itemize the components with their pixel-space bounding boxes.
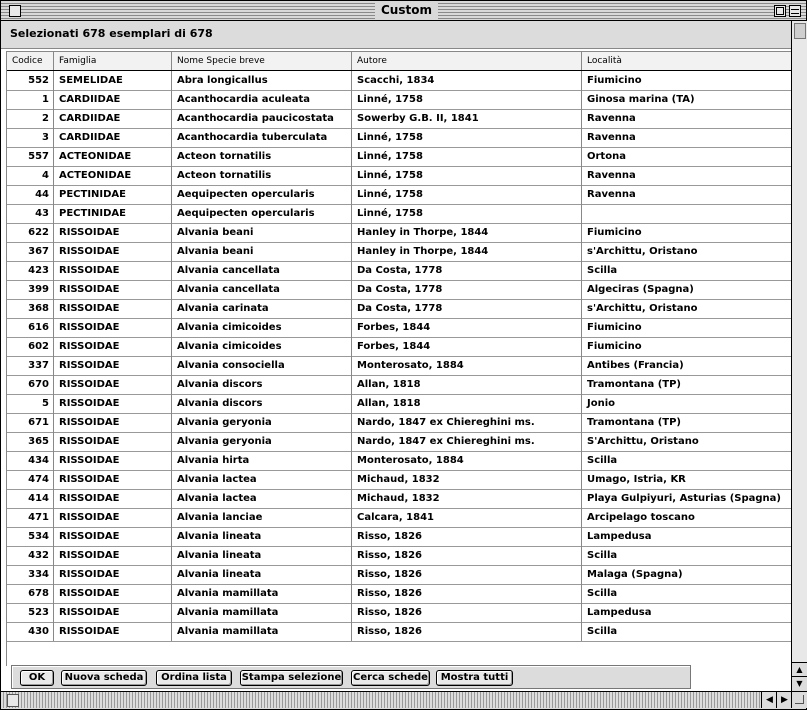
ordina-lista-button[interactable]: Ordina lista [156,670,232,686]
cell-nome-specie: Alvania discors [172,394,352,413]
cell-localita: Fiumicino [587,227,642,238]
horizontal-scrollbar[interactable] [1,691,791,708]
cell-localita: Arcipelago toscano [587,512,695,523]
cell-localita: Ravenna [587,189,636,200]
cell-codice: 552 [7,71,54,90]
cell-localita: Ginosa marina (TA) [587,94,695,105]
cell-codice: 671 [7,413,54,432]
cell-autore: Hanley in Thorpe, 1844 [352,223,582,242]
table-header [7,52,792,71]
cell-localita: Scilla [587,265,618,276]
cell-codice: 423 [7,261,54,280]
table-row[interactable] [7,451,792,471]
cell-autore: Calcara, 1841 [352,508,582,527]
table-row[interactable] [7,470,792,490]
cell-nome-specie: Alvania lineata [172,565,352,584]
cell-nome-specie: Acteon tornatilis [172,147,352,166]
table-row[interactable] [7,432,792,452]
column-header-localita[interactable]: Località [587,56,622,66]
collapse-box-icon[interactable] [789,5,801,17]
cell-codice: 337 [7,356,54,375]
cell-localita: Ravenna [587,113,636,124]
cell-localita: Ravenna [587,170,636,181]
arrow-left-icon[interactable]: ◀ [761,692,777,708]
cell-autore: Risso, 1826 [352,546,582,565]
cell-localita: s'Archittu, Oristano [587,303,698,314]
cell-nome-specie: Alvania geryonia [172,413,352,432]
cell-autore: Risso, 1826 [352,584,582,603]
cell-localita: Ortona [587,151,626,162]
scroll-thumb-horizontal[interactable] [7,694,19,707]
cell-nome-specie: Alvania mamillata [172,584,352,603]
cell-nome-specie: Alvania lanciae [172,508,352,527]
table-row[interactable] [7,318,792,338]
cell-localita: Algeciras (Spagna) [587,284,694,295]
cell-autore: Da Costa, 1778 [352,280,582,299]
cell-famiglia: RISSOIDAE [54,508,172,527]
nuova-scheda-button[interactable]: Nuova scheda [61,670,147,686]
cell-autore: Michaud, 1832 [352,470,582,489]
cell-codice: 616 [7,318,54,337]
content-area [1,21,791,691]
cell-famiglia: RISSOIDAE [54,489,172,508]
cell-famiglia: RISSOIDAE [54,565,172,584]
table-row[interactable] [7,394,792,414]
cell-autore: Linné, 1758 [352,90,582,109]
cell-famiglia: RISSOIDAE [54,318,172,337]
table-row[interactable] [7,90,792,110]
records-table [6,51,792,666]
table-row[interactable] [7,71,792,91]
cell-autore: Hanley in Thorpe, 1844 [352,242,582,261]
cell-autore: Monterosato, 1884 [352,451,582,470]
cell-localita: Fiumicino [587,322,642,333]
cell-autore: Risso, 1826 [352,622,582,641]
cell-autore: Forbes, 1844 [352,318,582,337]
cell-localita: Fiumicino [587,341,642,352]
cell-codice: 3 [7,128,54,147]
cell-localita: Scilla [587,455,618,466]
cell-autore: Scacchi, 1834 [352,71,582,90]
cell-autore: Nardo, 1847 ex Chiereghini ms. [352,432,582,451]
cell-localita: Tramontana (TP) [587,379,681,390]
table-row[interactable] [7,337,792,357]
cell-famiglia: RISSOIDAE [54,527,172,546]
table-row[interactable] [7,603,792,623]
title-bar[interactable] [1,1,806,21]
table-row[interactable] [7,128,792,148]
table-row[interactable] [7,109,792,129]
cell-famiglia: RISSOIDAE [54,394,172,413]
cell-nome-specie: Abra longicallus [172,71,352,90]
cell-codice: 2 [7,109,54,128]
table-row[interactable] [7,223,792,243]
table-row[interactable] [7,565,792,585]
zoom-box-icon[interactable] [774,5,786,17]
cell-autore: Allan, 1818 [352,394,582,413]
cell-autore: Linné, 1758 [352,128,582,147]
table-row[interactable] [7,584,792,604]
cell-localita: Ravenna [587,132,636,143]
scroll-thumb[interactable] [794,23,806,39]
cell-autore: Sowerby G.B. II, 1841 [352,109,582,128]
cell-localita: Fiumicino [587,75,642,86]
cell-codice: 432 [7,546,54,565]
cell-famiglia: RISSOIDAE [54,280,172,299]
cell-nome-specie: Alvania cancellata [172,261,352,280]
cell-codice: 471 [7,508,54,527]
cell-famiglia: RISSOIDAE [54,470,172,489]
cell-nome-specie: Alvania lactea [172,489,352,508]
cell-codice: 430 [7,622,54,641]
table-row[interactable] [7,622,792,642]
cell-nome-specie: Alvania beani [172,223,352,242]
arrow-up-icon[interactable]: ▲ [792,662,807,677]
cell-famiglia: PECTINIDAE [54,204,172,223]
cell-localita [582,204,792,223]
cell-autore: Nardo, 1847 ex Chiereghini ms. [352,413,582,432]
window-title: Custom [375,2,438,19]
cell-famiglia: CARDIIDAE [54,109,172,128]
cell-localita: Scilla [587,588,618,599]
table-row[interactable] [7,508,792,528]
cell-famiglia: RISSOIDAE [54,546,172,565]
cell-codice: 365 [7,432,54,451]
selection-info-bar [1,21,791,49]
vertical-scrollbar[interactable] [791,21,807,691]
cell-nome-specie: Alvania lineata [172,527,352,546]
cell-famiglia: RISSOIDAE [54,356,172,375]
cell-codice: 399 [7,280,54,299]
cell-autore: Risso, 1826 [352,603,582,622]
cell-nome-specie: Alvania lactea [172,470,352,489]
cell-localita: Lampedusa [587,531,652,542]
stampa-selezione-button[interactable]: Stampa selezione [240,670,343,686]
cell-localita: S'Archittu, Oristano [587,436,699,447]
column-header-famiglia[interactable]: Famiglia [54,52,172,70]
cell-nome-specie: Alvania cimicoides [172,318,352,337]
cell-nome-specie: Alvania geryonia [172,432,352,451]
cell-famiglia: RISSOIDAE [54,223,172,242]
cell-codice: 43 [7,204,54,223]
cell-famiglia: RISSOIDAE [54,299,172,318]
cell-famiglia: CARDIIDAE [54,90,172,109]
table-row[interactable] [7,489,792,509]
cell-nome-specie: Acanthocardia aculeata [172,90,352,109]
cell-codice: 1 [7,90,54,109]
table-row[interactable] [7,242,792,262]
cell-localita: Jonio [587,398,616,409]
cell-nome-specie: Alvania cancellata [172,280,352,299]
table-row[interactable] [7,527,792,547]
table-row[interactable] [7,166,792,186]
cell-famiglia: RISSOIDAE [54,261,172,280]
cell-codice: 474 [7,470,54,489]
cell-famiglia: ACTEONIDAE [54,147,172,166]
cell-nome-specie: Alvania consociella [172,356,352,375]
cell-autore: Michaud, 1832 [352,489,582,508]
cell-nome-specie: Alvania beani [172,242,352,261]
table-row[interactable] [7,185,792,205]
cell-autore: Da Costa, 1778 [352,299,582,318]
column-header-nome-specie[interactable]: Nome Specie breve [172,52,352,70]
cell-codice: 534 [7,527,54,546]
cell-autore: Risso, 1826 [352,565,582,584]
cell-famiglia: ACTEONIDAE [54,166,172,185]
cell-nome-specie: Aequipecten opercularis [172,185,352,204]
cell-localita: Malaga (Spagna) [587,569,683,580]
cell-famiglia: CARDIIDAE [54,128,172,147]
cell-famiglia: RISSOIDAE [54,375,172,394]
cell-localita: Tramontana (TP) [587,417,681,428]
close-box-icon[interactable] [9,5,21,17]
cell-localita: Lampedusa [587,607,652,618]
cell-famiglia: RISSOIDAE [54,622,172,641]
cell-codice: 368 [7,299,54,318]
button-bar [11,665,691,689]
cell-famiglia: RISSOIDAE [54,432,172,451]
cell-nome-specie: Alvania cimicoides [172,337,352,356]
cell-localita: Antibes (Francia) [587,360,684,371]
cell-codice: 622 [7,223,54,242]
mostra-tutti-button[interactable]: Mostra tutti [436,670,513,686]
table-row[interactable] [7,546,792,566]
cell-nome-specie: Alvania mamillata [172,622,352,641]
cell-codice: 602 [7,337,54,356]
cell-codice: 5 [7,394,54,413]
cell-famiglia: SEMELIDAE [54,71,172,90]
cell-famiglia: RISSOIDAE [54,413,172,432]
table-row[interactable] [7,375,792,395]
arrow-down-icon[interactable]: ▼ [792,676,807,691]
cell-codice: 367 [7,242,54,261]
cell-autore: Monterosato, 1884 [352,356,582,375]
cell-codice: 557 [7,147,54,166]
table-row[interactable] [7,261,792,281]
cell-codice: 334 [7,565,54,584]
cell-localita: Playa Gulpiyuri, Asturias (Spagna) [587,493,781,504]
cell-codice: 434 [7,451,54,470]
cell-autore: Forbes, 1844 [352,337,582,356]
cell-autore: Linné, 1758 [352,185,582,204]
table-row[interactable] [7,280,792,300]
cell-autore: Allan, 1818 [352,375,582,394]
cell-nome-specie: Aequipecten opercularis [172,204,352,223]
ok-button[interactable]: OK [20,670,54,686]
cerca-schede-button[interactable]: Cerca schede [351,670,430,686]
cell-famiglia: RISSOIDAE [54,584,172,603]
cell-famiglia: PECTINIDAE [54,185,172,204]
table-row[interactable] [7,413,792,433]
table-row[interactable] [7,299,792,319]
cell-codice: 678 [7,584,54,603]
cell-codice: 414 [7,489,54,508]
arrow-right-icon[interactable]: ▶ [776,692,792,708]
column-header-autore[interactable]: Autore [352,52,582,70]
cell-codice: 670 [7,375,54,394]
cell-nome-specie: Acteon tornatilis [172,166,352,185]
cell-famiglia: RISSOIDAE [54,603,172,622]
cell-famiglia: RISSOIDAE [54,451,172,470]
cell-nome-specie: Acanthocardia tuberculata [172,128,352,147]
cell-localita: Scilla [587,550,618,561]
grow-box-icon[interactable] [791,691,807,708]
cell-famiglia: RISSOIDAE [54,242,172,261]
cell-nome-specie: Acanthocardia paucicostata [172,109,352,128]
cell-autore: Da Costa, 1778 [352,261,582,280]
column-header-codice[interactable]: Codice [7,52,54,70]
cell-localita: Scilla [587,626,618,637]
cell-nome-specie: Alvania hirta [172,451,352,470]
table-row[interactable] [7,147,792,167]
cell-codice: 44 [7,185,54,204]
cell-codice: 523 [7,603,54,622]
cell-nome-specie: Alvania carinata [172,299,352,318]
cell-famiglia: RISSOIDAE [54,337,172,356]
cell-nome-specie: Alvania lineata [172,546,352,565]
cell-codice: 4 [7,166,54,185]
cell-autore: Linné, 1758 [352,204,582,223]
cell-nome-specie: Alvania mamillata [172,603,352,622]
cell-autore: Linné, 1758 [352,147,582,166]
cell-autore: Linné, 1758 [352,166,582,185]
table-row[interactable] [7,356,792,376]
cell-nome-specie: Alvania discors [172,375,352,394]
table-row[interactable] [7,204,792,224]
cell-localita: s'Archittu, Oristano [587,246,698,257]
selection-info-text: Selezionati 678 esemplari di 678 [10,27,213,40]
cell-autore: Risso, 1826 [352,527,582,546]
cell-localita: Umago, Istria, KR [587,474,686,485]
